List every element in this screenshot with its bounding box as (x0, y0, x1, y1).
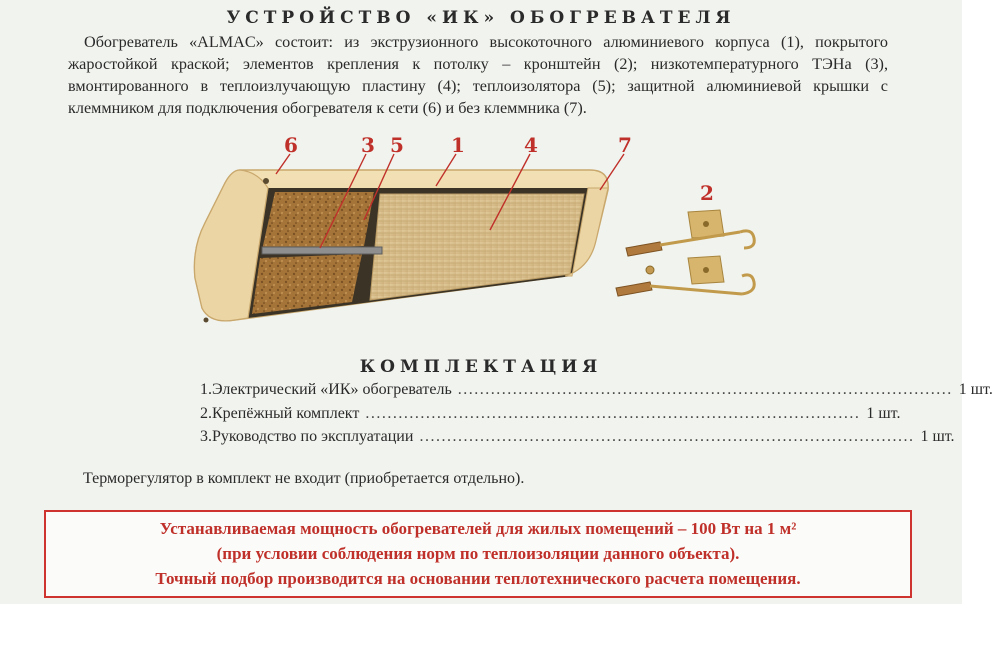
mounting-kit (616, 181, 754, 296)
package-title: КОМПЛЕКТАЦИЯ (359, 357, 603, 377)
item-name: Руководство по эксплуатации (212, 428, 414, 445)
intro-paragraph (68, 31, 888, 119)
item-number: 3. (200, 428, 212, 445)
dot-leader: .......................................................................................... (419, 428, 915, 445)
dot-leader: .......................................................................................... (457, 381, 953, 398)
callout-4: 4 (524, 133, 538, 157)
package-list (200, 378, 993, 449)
item-number: 1. (200, 381, 212, 398)
callout-2: 2 (700, 181, 714, 205)
list-item (200, 378, 993, 402)
insulation-top (262, 192, 374, 250)
item-number: 2. (200, 404, 212, 422)
heater-diagram (180, 128, 780, 338)
power-warning-box (44, 510, 912, 598)
warning-line-1: Устанавливаемая мощность обогревателей для жилых помещений – 100 Вт на 1 м² (159, 519, 797, 538)
callout-5: 5 (390, 133, 404, 157)
item-name: Электрический «ИК» обогреватель (212, 381, 452, 398)
list-item (200, 402, 901, 426)
item-quantity: 1 шт. (920, 428, 955, 445)
dot-leader: .......................................................................................... (365, 404, 861, 422)
warning-line-3: Точный подбор производится на основании теплотехнического расчета помещения. (155, 569, 801, 588)
item-name: Крепёжный комплект (212, 404, 360, 422)
callout-1: 1 (451, 133, 465, 157)
callout-3: 3 (361, 133, 375, 157)
heating-element (262, 247, 382, 254)
item-quantity: 1 шт. (958, 381, 993, 398)
list-item (200, 425, 955, 449)
intro-text: Обогреватель «ALMAC» состоит: из экструзионного высокоточного алюминиевого корпуса (1), покрытого жаростойкой краской; элементов крепления к потолку – кронштейн (2); низкотемпературного ТЭНа (3), вмонтированного в теплоизлучающую пластину (4); теплоизолятора (5); защитной алюминиевой крышки с клеммником для подключения обогревателя к сети (6) и без клеммника (7). (68, 33, 888, 117)
warning-line-2: (при условии соблюдения норм по теплоизоляции данного объекта). (216, 544, 740, 563)
page-title: УСТРОЙСТВО «ИК» ОБОГРЕВАТЕЛЯ (226, 8, 736, 28)
callout-6: 6 (284, 133, 298, 157)
thermostat-note: Терморегулятор в комплект не входит (приобретается отдельно). (83, 470, 525, 487)
item-quantity: 1 шт. (866, 404, 901, 422)
callout-7: 7 (618, 133, 632, 157)
radiant-plate (370, 194, 584, 300)
